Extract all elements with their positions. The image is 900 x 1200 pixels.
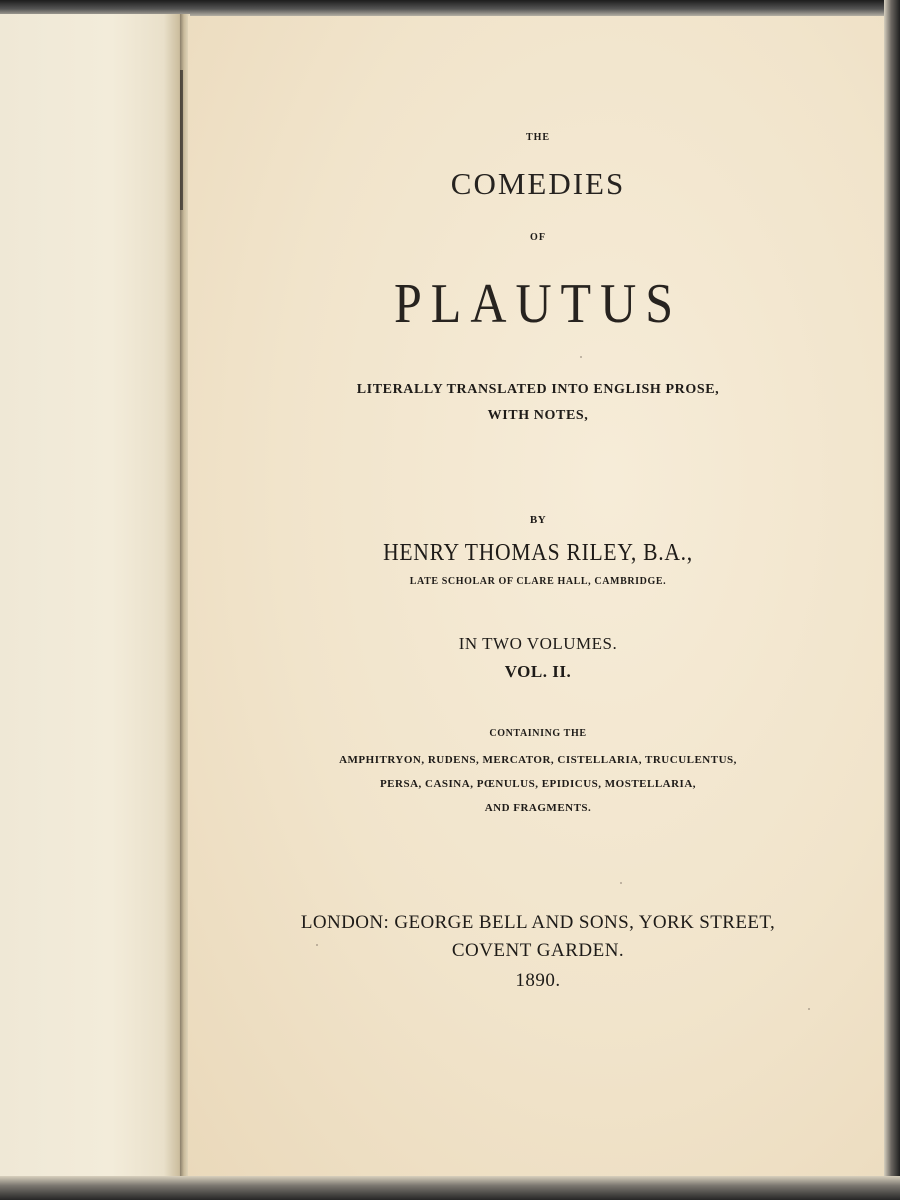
subtitle-line-1: LITERALLY TRANSLATED INTO ENGLISH PROSE, <box>356 382 720 397</box>
by-label: BY <box>529 514 547 526</box>
contents-line-3: AND FRAGMENTS. <box>484 802 592 814</box>
subtitle-line-2: WITH NOTES, <box>487 408 589 423</box>
volume-count: IN TWO VOLUMES. <box>458 634 618 653</box>
title-article: THE <box>525 132 551 143</box>
contents-line-1: AMPHITRYON, RUDENS, MERCATOR, CISTELLARIA, TRUCULENTUS, <box>339 754 737 766</box>
contents-heading: CONTAINING THE <box>489 728 587 739</box>
publication-year: 1890. <box>515 970 561 991</box>
binding-shadow <box>180 70 183 210</box>
translator-affiliation: LATE SCHOLAR OF CLARE HALL, CAMBRIDGE. <box>409 576 667 587</box>
translator-name: HENRY THOMAS RILEY, B.A., <box>383 540 693 566</box>
publisher-line-2: COVENT GARDEN. <box>451 940 625 961</box>
right-scan-edge <box>884 0 900 1200</box>
volume-number: VOL. II. <box>504 662 572 681</box>
paper-speck <box>808 1008 810 1010</box>
bottom-scan-edge <box>0 1176 900 1200</box>
publisher-line-1: LONDON: GEORGE BELL AND SONS, YORK STREET, <box>300 912 776 933</box>
paper-speck <box>316 944 318 946</box>
book-title: COMEDIES <box>450 166 626 201</box>
contents-line-2: PERSA, CASINA, PŒNULUS, EPIDICUS, MOSTELLARIA, <box>379 778 697 790</box>
paper-speck <box>580 356 582 358</box>
flyleaf-page <box>0 14 186 1178</box>
title-preposition: OF <box>530 232 546 243</box>
paper-speck <box>620 882 622 884</box>
title-page <box>188 16 886 1176</box>
author-name: PLAUTUS <box>393 271 683 335</box>
